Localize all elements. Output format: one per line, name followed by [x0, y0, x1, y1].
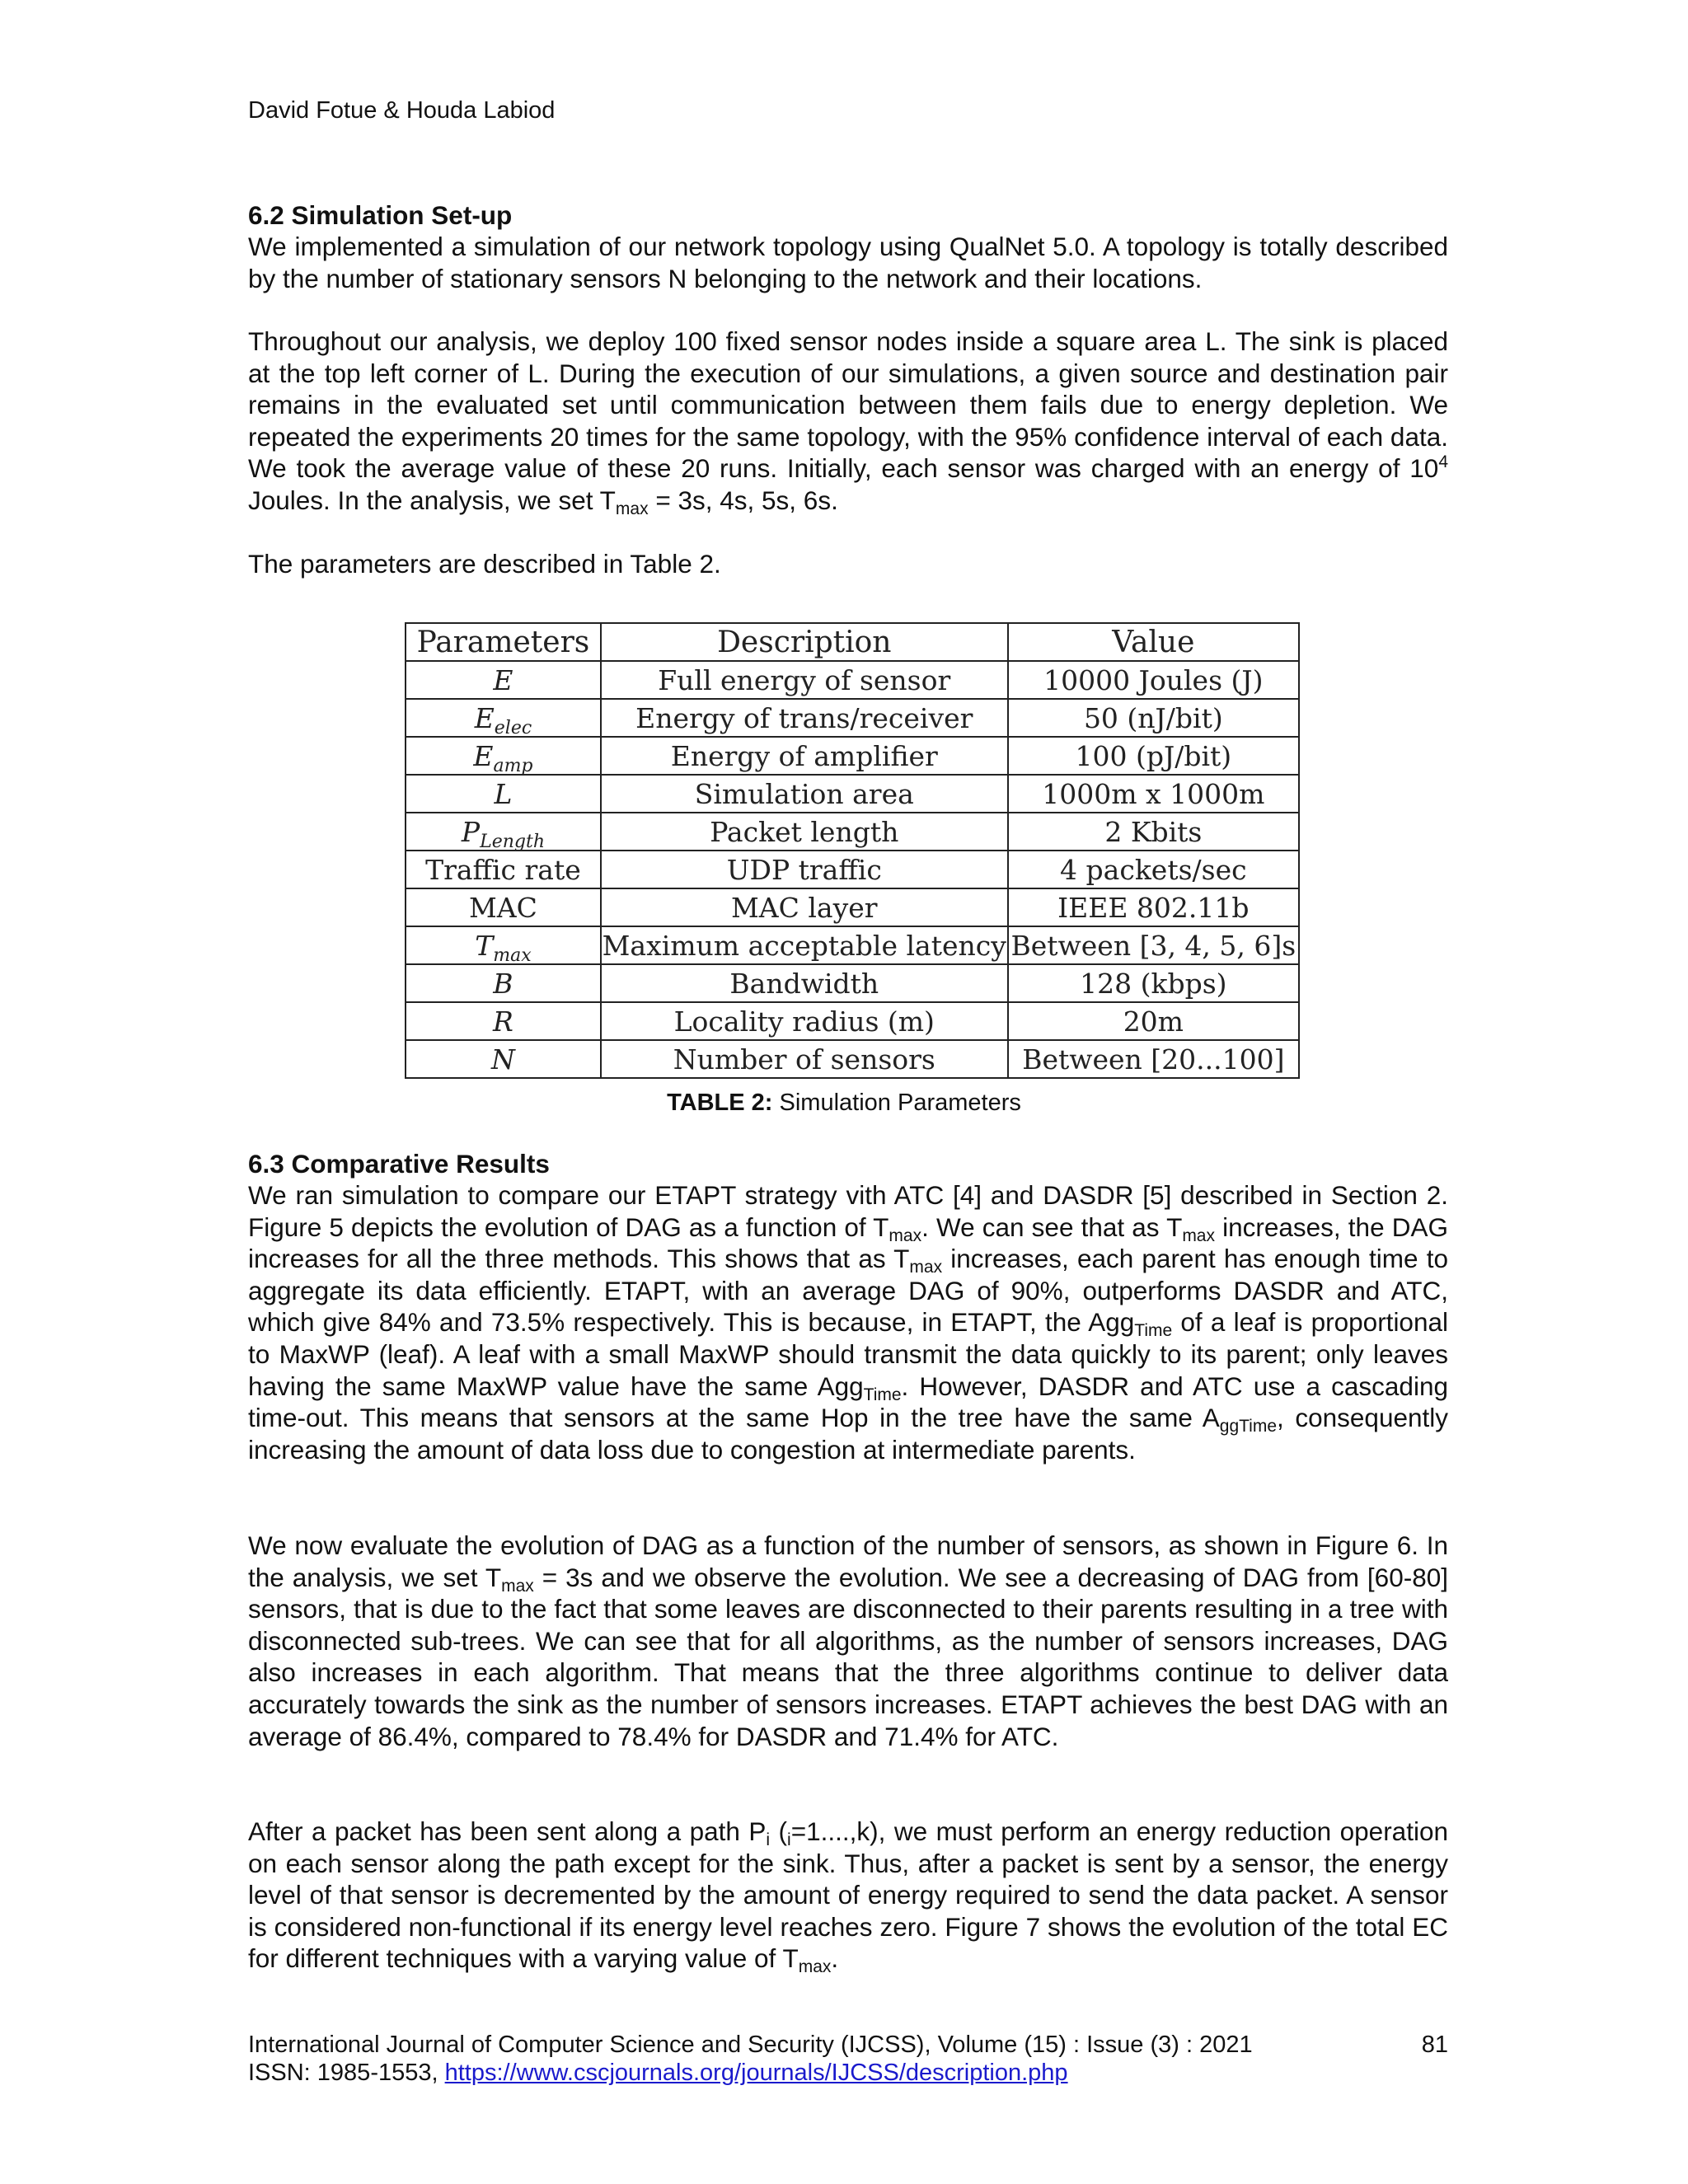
table-row [406, 775, 1299, 813]
param-cell [406, 964, 601, 1002]
table-row [406, 926, 1299, 964]
param-cell [406, 926, 601, 964]
footer-issn [248, 2059, 1068, 2087]
table-row [406, 661, 1299, 699]
param-cell [406, 661, 601, 699]
param-symbol: E [474, 701, 495, 734]
param-subscript: amp [493, 755, 533, 776]
desc-cell: Packet length [601, 813, 1008, 851]
table-header-cell: Description [601, 623, 1008, 661]
table-row [406, 851, 1299, 888]
param-cell [406, 1040, 601, 1078]
running-header: David Fotue & Houda Labiod [248, 97, 556, 124]
value-cell: 1000m x 1000m [1008, 775, 1299, 813]
table-row [406, 964, 1299, 1002]
desc-cell: Energy of trans/receiver [601, 699, 1008, 737]
param-symbol: E [493, 663, 513, 696]
param-symbol: T [475, 929, 494, 962]
issn-text: ISSN: 1985-1553, [248, 2060, 445, 2086]
table-row [406, 813, 1299, 851]
paragraph: After a packet has been sent along a path $P_i$ $(_i=1....,k)$, we must perform an energy reduction operation on each sensor along the path except for the sink. Thus, after a packet is sent by a sensor, the energy level of that sensor is decremented by the amount of energy required to send the data packet. A sensor is considered non-functional if its energy level reaches zero. Figure 7 shows the evolution of the total EC for different techniques with a varying value of $T_{max}$. [248, 1816, 1448, 1977]
table-header-cell: Parameters [406, 623, 601, 661]
param-cell [406, 813, 601, 851]
param-symbol: B [493, 967, 513, 1000]
param-cell: Traffic rate [406, 851, 601, 888]
table-row [406, 1040, 1299, 1078]
param-symbol: E [473, 739, 494, 772]
value-cell: Between [3, 4, 5, 6]s [1008, 926, 1299, 964]
table-row [406, 699, 1299, 737]
paragraph: The parameters are described in Table 2. [248, 549, 721, 579]
param-subscript: elec [494, 717, 532, 738]
paragraph: Throughout our analysis, we deploy 100 fixed sensor nodes inside a square area L. The sink is placed at the top left corner of L. During the execution of our simulations, a given source and destination pair remains in the evaluated set until communication between them fails due to energy depletion. We repeated the experiments 20 times for the same topology, with the 95% confidence interval of each data. We took the average value of these 20 runs. Initially, each sensor was charged with an energy of $10^4$ Joules. In the analysis, we set $T_{max} = 3s$, 4s, 5s, 6s. [248, 326, 1448, 518]
desc-cell: MAC layer [601, 888, 1008, 926]
param-cell [406, 699, 601, 737]
value-cell: 50 (nJ/bit) [1008, 699, 1299, 737]
paragraph: We implemented a simulation of our network topology using QualNet 5.0. A topology is totally described by the number of stationary sensors N belonging to the network and their locations. [248, 232, 1448, 293]
table-row [406, 737, 1299, 775]
param-symbol: L [494, 777, 513, 810]
value-cell: 20m [1008, 1002, 1299, 1040]
param-cell [406, 775, 601, 813]
value-cell: IEEE 802.11b [1008, 888, 1299, 926]
value-cell: Between [20...100] [1008, 1040, 1299, 1078]
desc-cell: Number of sensors [601, 1040, 1008, 1078]
value-cell: 128 (kbps) [1008, 964, 1299, 1002]
paragraph: We now evaluate the evolution of DAG as a function of the number of sensors, as shown in Figure 6. In the analysis, we set $T_{max} = 3s$ and we observe the evolution. We see a decreasing of DAG from [60-80] sensors, that is due to the fact that some leaves are disconnected to their parents resulting in a tree with disconnected sub-trees. We can see that for all algorithms, as the number of sensors increases, DAG also increases in each algorithm. That means that the three algorithms continue to deliver data accurately towards the sink as the number of sensors increases. ETAPT achieves the best DAG with an average of 86.4%, compared to 78.4% for DASDR and 71.4% for ATC. [248, 1530, 1448, 1751]
desc-cell: Simulation area [601, 775, 1008, 813]
param-symbol: R [493, 1005, 513, 1038]
desc-cell: Maximum acceptable latency [601, 926, 1008, 964]
desc-cell: Full energy of sensor [601, 661, 1008, 699]
desc-cell: Energy of amplifier [601, 737, 1008, 775]
desc-cell: Bandwidth [601, 964, 1008, 1002]
footer-journal: International Journal of Computer Science and Security (IJCSS), Volume (15) : Issue (3) : 2021 [248, 2032, 1253, 2058]
param-cell [406, 1002, 601, 1040]
journal-link[interactable]: https://www.cscjournals.org/journals/IJCSS/description.php [444, 2060, 1068, 2086]
param-cell: MAC [406, 888, 601, 926]
param-subscript: Length [480, 831, 545, 852]
desc-cell: UDP traffic [601, 851, 1008, 888]
table-row [406, 888, 1299, 926]
param-symbol: P [461, 815, 481, 848]
table-header-cell: Value [1008, 623, 1299, 661]
page-number: 81 [1421, 2032, 1448, 2058]
desc-cell: Locality radius (m) [601, 1002, 1008, 1040]
table-caption: TABLE 2: Simulation Parameters [667, 1090, 1021, 1116]
section-heading-6-3: 6.3 Comparative Results [248, 1149, 550, 1179]
table-header-row [406, 623, 1299, 661]
value-cell: 100 (pJ/bit) [1008, 737, 1299, 775]
param-subscript: max [493, 944, 532, 966]
paragraph: We ran simulation to compare our ETAPT strategy vith ATC [4] and DASDR [5] described in Section 2. Figure 5 depicts the evolution of DAG as a function of $T_{max}$. We can see that as $T_{max}$ increases, the DAG increases for all the three methods. This shows that as $T_{max}$ increases, each parent has enough time to aggregate its data efficiently. ETAPT, with an average DAG of 90%, outperforms DASDR and ATC, which give 84% and 73.5% respectively. This is because, in ETAPT, the Agg$_{Time}$ of a leaf is proportional to MaxWP (leaf). A leaf with a small MaxWP should transmit the data quickly to its parent; only leaves having the same MaxWP value have the same Agg$_{Time}$. However, DASDR and ATC use a cascading time-out. This means that sensors at the same Hop in the tree have the same $A_{ggTime}$, consequently increasing the amount of data loss due to congestion at intermediate parents. [248, 1180, 1449, 1465]
section-heading-6-2: 6.2 Simulation Set-up [248, 200, 513, 230]
param-symbol: N [491, 1043, 515, 1076]
value-cell: 4 packets/sec [1008, 851, 1299, 888]
value-cell: 10000 Joules (J) [1008, 661, 1299, 699]
param-cell [406, 737, 601, 775]
table-row [406, 1002, 1299, 1040]
simulation-parameters-table [405, 622, 1300, 1079]
value-cell: 2 Kbits [1008, 813, 1299, 851]
